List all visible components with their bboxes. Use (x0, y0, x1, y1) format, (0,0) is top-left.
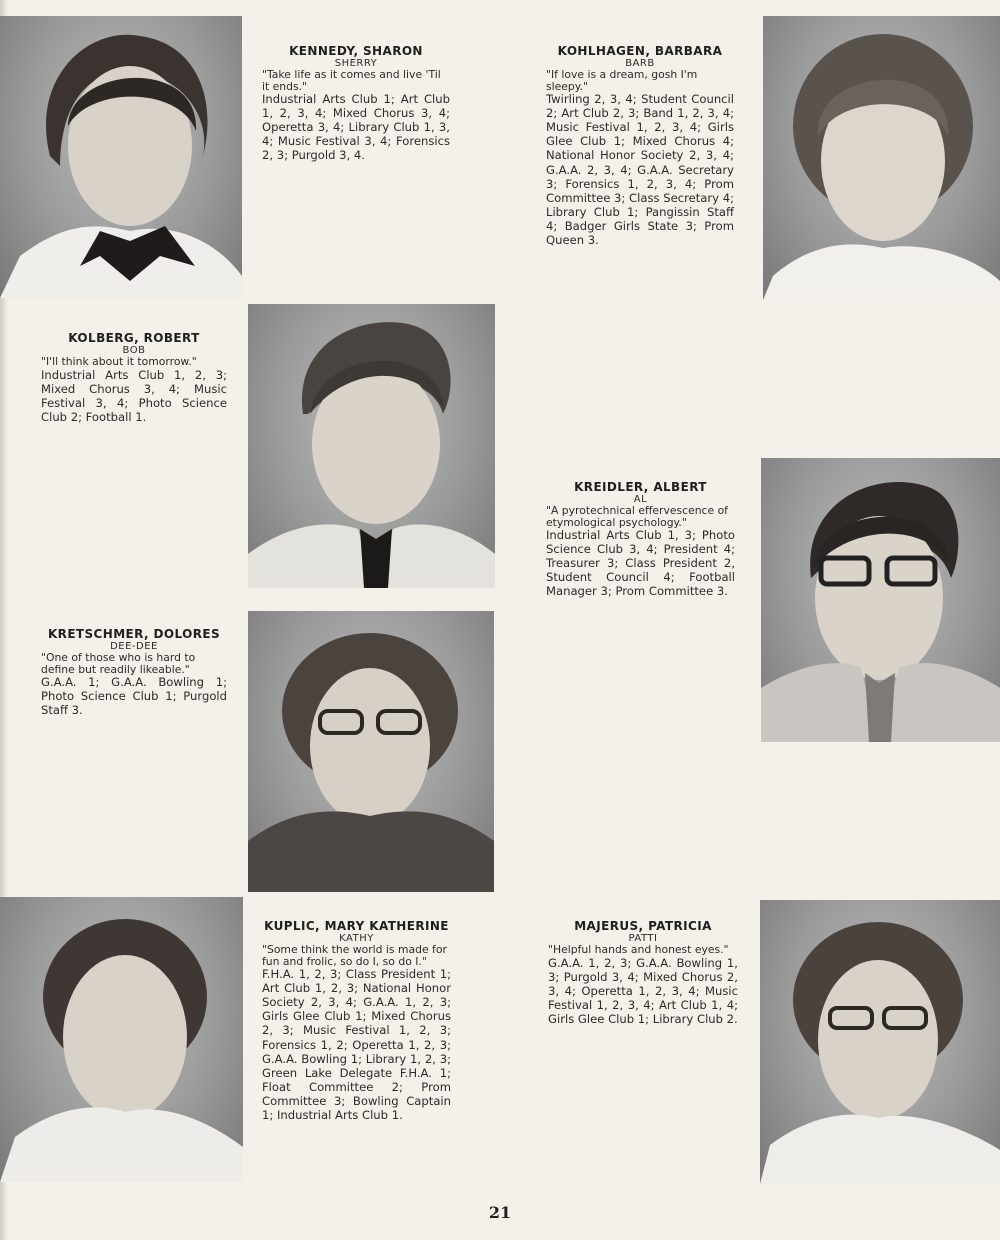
student-nickname: SHERRY (334, 58, 378, 70)
entry-kennedy-sharon (262, 44, 450, 163)
entry-kolberg-robert (41, 331, 227, 424)
student-quote: "A pyrotechnical effervescence of etymological psychology." (546, 504, 728, 529)
portrait-kretschmer-dolores (248, 611, 494, 892)
student-name: KREIDLER, ALBERT (574, 480, 707, 494)
student-activities: Industrial Arts Club 1, 3; Photo Science Club 3, 4; President 4; Treasurer 3; Class President 2, Student Council 4; Football Manager 3; Prom Committee 3. (546, 528, 735, 599)
student-name: KENNEDY, SHARON (289, 44, 423, 58)
student-activities: G.A.A. 1; G.A.A. Bowling 1; Photo Science Club 1; Purgold Staff 3. (41, 675, 227, 718)
portrait-kuplic-mary-katherine (0, 897, 243, 1182)
student-activities: F.H.A. 1, 2, 3; Class President 1; Art Club 1, 2, 3; National Honor Society 2, 3, 4; G.A.A. 1, 2, 3; Girls Glee Club 1; Mixed Chorus 2, 3; Music Festival 1, 2, 3; Forensics 1, 2; Operetta 1, 2, 3; G.A.A. Bowling 1; Library 1, 2, 3; Green Lake Delegate F.H.A. 1; Float Committee 2; Prom Committee 3; Bowling Captain 1; Industrial Arts Club 1. (262, 967, 451, 1123)
student-quote: "Helpful hands and honest eyes." (548, 943, 729, 957)
portrait-kolberg-robert (248, 304, 495, 588)
portrait-kohlhagen-barbara (763, 16, 1000, 300)
portrait-kreidler-albert (761, 458, 1000, 742)
entry-kuplic-mary-katherine (262, 919, 451, 1122)
student-quote: "One of those who is hard to define but readily likeable." (41, 651, 196, 676)
student-activities: Industrial Arts Club 1; Art Club 1, 2, 3, 4; Mixed Chorus 3, 4; Operetta 3, 4; Library Club 1, 3, 4; Music Festival 3, 4; Forensics 2, 3; Purgold 3, 4. (262, 92, 450, 163)
student-name: KOLBERG, ROBERT (68, 331, 200, 345)
student-activities: G.A.A. 1, 2, 3; G.A.A. Bowling 1, 3; Purgold 3, 4; Mixed Chorus 2, 3, 4; Operetta 1, 2, 3, 4; Music Festival 1, 2, 3, 4; Art Club 1, 4; Girls Glee Club 1; Library Club 2. (548, 955, 738, 1026)
student-nickname: KATHY (339, 933, 374, 945)
student-activities: Twirling 2, 3, 4; Student Council 2; Art Club 2, 3; Band 1, 2, 3, 4; Music Festival 1, 2, 3, 4; Girls Glee Club 1; Mixed Chorus 4; National Honor Society 2, 3, 4; G.A.A. 2, 3, 4; G.A.A. Secretary 3; Forensics 1, 2, 3, 4; Prom Committee 3; Class Secretary 4; Library Club 1; Pangissin Staff 4; Badger Girls State 3; Prom Queen 3. (546, 92, 734, 248)
student-activities: Industrial Arts Club 1, 2, 3; Mixed Chorus 3, 4; Music Festival 3, 4; Photo Science Club 2; Football 1. (41, 367, 227, 424)
student-quote: "Some think the world is made for fun and frolic, so do I, so do I." (262, 943, 447, 968)
page-number: 21 (488, 1203, 512, 1222)
student-nickname: DEE-DEE (110, 641, 158, 653)
student-nickname: BOB (122, 345, 146, 357)
portrait-majerus-patricia (760, 900, 1000, 1184)
student-quote: "If love is a dream, gosh I'm sleepy." (546, 68, 698, 93)
student-name: KRETSCHMER, DOLORES (47, 627, 220, 641)
student-name: MAJERUS, PATRICIA (574, 919, 712, 933)
student-name: KUPLIC, MARY KATHERINE (264, 919, 449, 933)
entry-kretschmer-dolores (41, 627, 227, 717)
entry-kohlhagen-barbara (546, 44, 734, 247)
student-quote: "I'll think about it tomorrow." (41, 355, 197, 369)
portrait-kennedy-sharon (0, 16, 242, 298)
student-nickname: BARB (625, 58, 655, 70)
student-quote: "Take life as it comes and live 'Til it ends." (262, 68, 441, 93)
student-name: KOHLHAGEN, BARBARA (557, 44, 723, 58)
student-nickname: AL (633, 494, 648, 506)
student-nickname: PATTI (628, 933, 658, 945)
entry-majerus-patricia (548, 919, 738, 1026)
entry-kreidler-albert (546, 480, 735, 599)
